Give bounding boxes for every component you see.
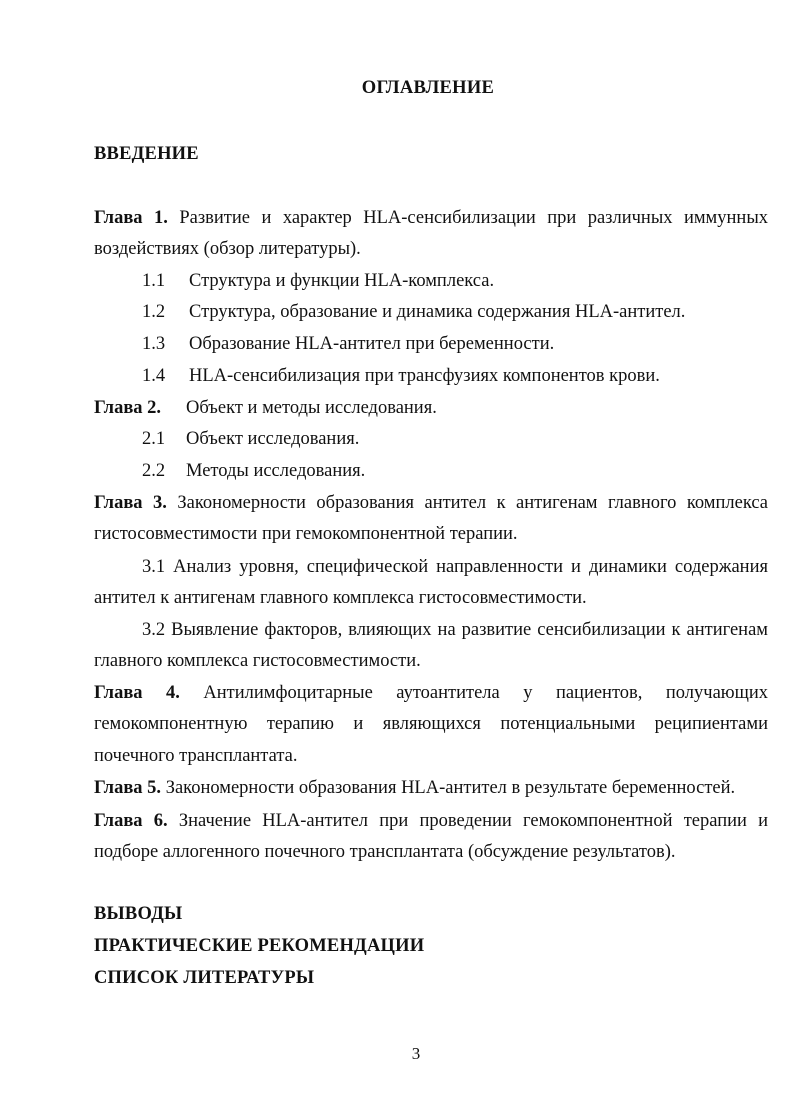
toc-entry: 1.2 Структура, образование и динамика содержания HLA-антител. — [142, 302, 686, 322]
chapter-4-line-1 — [94, 682, 768, 704]
chapter-4-title-line-2: гемокомпонентную терапию и являющихся потенциальными реципиентами — [94, 714, 768, 734]
chapter-3-line-1 — [94, 492, 768, 514]
toc-entry: 1.1 Структура и функции HLA-комплекса. — [142, 271, 495, 291]
chapter-2-title: Объект и методы исследования. — [186, 398, 437, 418]
chapter-6-label: Глава 6. — [94, 811, 168, 831]
chapter-4-label: Глава 4. — [94, 683, 180, 703]
chapter-2-label: Глава 2. — [94, 398, 162, 418]
chapter-1-label: Глава 1. — [94, 208, 168, 228]
toc-entry: 1.4 HLA-сенсибилизация при трансфузиях компонентов крови. — [142, 366, 660, 386]
chapter-6-line-1 — [94, 810, 768, 832]
chapter-3-title-line-1: Закономерности образования антител к антигенам главного комплекса — [177, 493, 768, 513]
chapter-1-title-line-2: воздействиях (обзор литературы). — [94, 239, 361, 259]
section-3-1-line-2: антител к антигенам главного комплекса гистосовместимости. — [94, 588, 587, 608]
page-number: 3 — [411, 1044, 421, 1063]
chapter-5-label: Глава 5. — [94, 778, 162, 798]
chapter-1-title-line-1: Развитие и характер HLA-сенсибилизации при различных иммунных — [179, 208, 768, 228]
section-3-2-line-2: главного комплекса гистосовместимости. — [94, 651, 421, 671]
chapter-2-line — [94, 397, 437, 419]
chapter-4-title-line-3: почечного трансплантата. — [94, 746, 298, 766]
chapter-5-line — [94, 777, 735, 799]
section-3-2-line-1: 3.2 Выявление факторов, влияющих на развитие сенсибилизации к антигенам — [142, 620, 768, 640]
toc-entry: 2.2 Методы исследования. — [142, 461, 366, 481]
toc-entry: 2.1 Объект исследования. — [142, 429, 360, 449]
chapter-1-line-1 — [94, 207, 768, 229]
chapter-6-title-line-1: Значение HLA-антител при проведении гемокомпонентной терапии и — [178, 811, 769, 831]
references-heading: СПИСОК ЛИТЕРАТУРЫ — [94, 968, 315, 988]
chapter-3-title-line-2: гистосовместимости при гемокомпонентной терапии. — [94, 524, 518, 544]
chapter-6-title-line-2: подборе аллогенного почечного трансплантата (обсуждение результатов). — [94, 842, 676, 862]
toc-entry: 1.3 Образование HLA-антител при беременности. — [142, 334, 555, 354]
chapter-3-label: Глава 3. — [94, 493, 167, 513]
section-3-1-line-1: 3.1 Анализ уровня, специфической направленности и динамики содержания — [142, 557, 768, 577]
recommendations-heading: ПРАКТИЧЕСКИЕ РЕКОМЕНДАЦИИ — [94, 936, 425, 956]
conclusions-heading: ВЫВОДЫ — [94, 904, 183, 924]
chapter-5-title: Закономерности образования HLA-антител в результате беременностей. — [165, 778, 736, 798]
chapter-4-title-line-1: Антилимфоцитарные аутоантитела у пациентов, получающих — [203, 683, 769, 703]
page-title: ОГЛАВЛЕНИЕ — [361, 78, 495, 98]
intro-heading: ВВЕДЕНИЕ — [94, 144, 199, 164]
